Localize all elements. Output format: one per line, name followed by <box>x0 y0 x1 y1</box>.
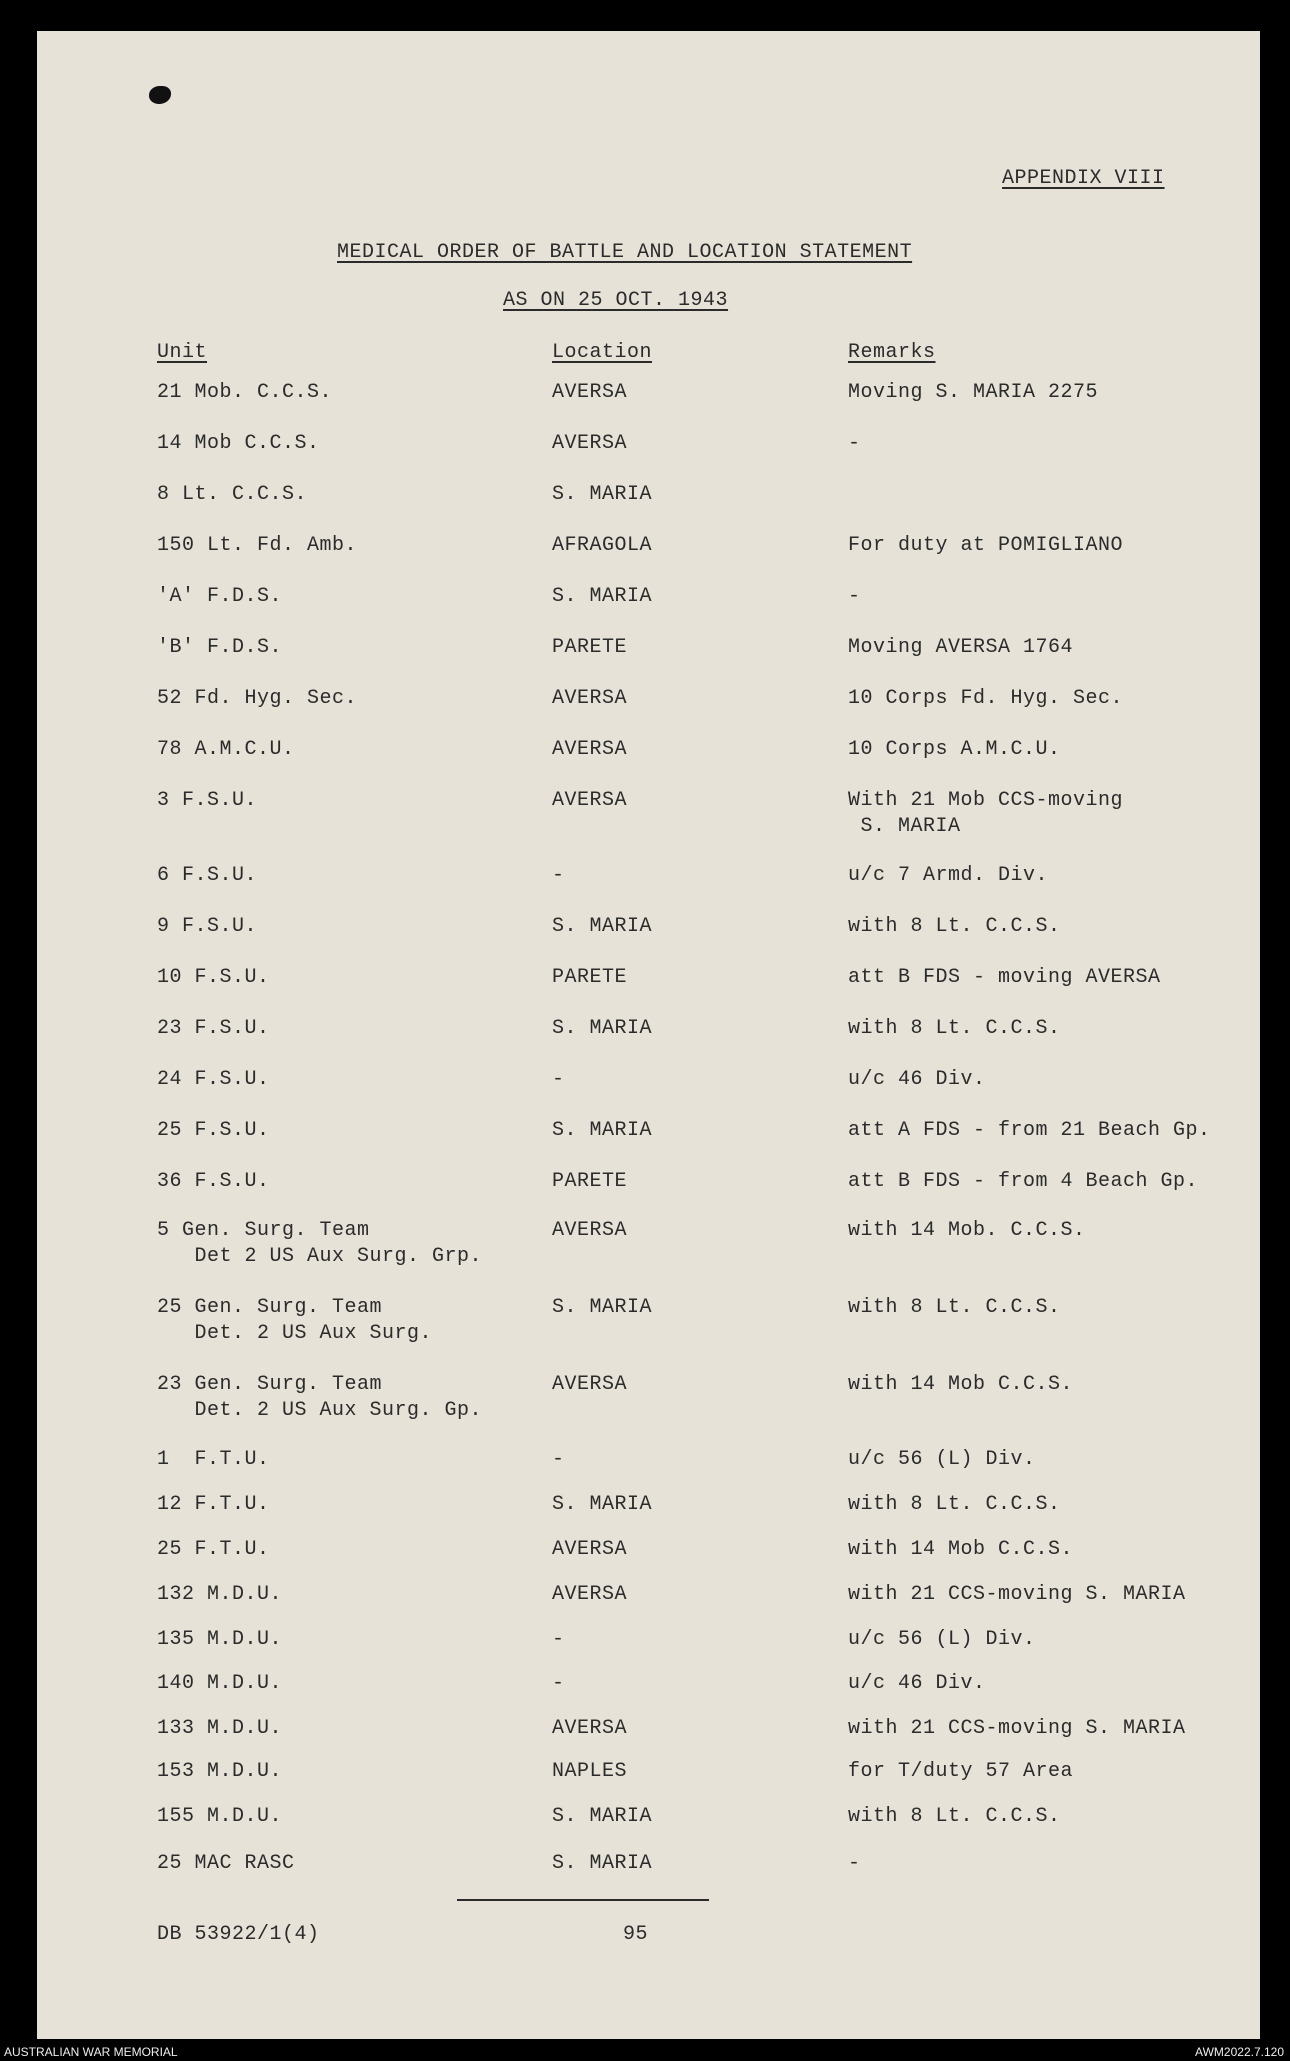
row-unit: 155 M.D.U. <box>157 1805 283 1828</box>
row-unit: 1 F.T.U. <box>157 1448 270 1471</box>
row-remarks: u/c 7 Armd. Div. <box>848 864 1049 887</box>
row-remarks: - <box>848 432 861 455</box>
page-number: 95 <box>623 1923 649 1946</box>
row-location: AVERSA <box>552 1717 628 1740</box>
row-unit: 9 F.S.U. <box>157 915 258 938</box>
row-location: AVERSA <box>552 1219 628 1242</box>
row-remarks: Moving AVERSA 1764 <box>848 636 1074 659</box>
row-remarks: with 8 Lt. C.C.S. <box>848 1017 1061 1040</box>
row-remarks: 10 Corps A.M.C.U. <box>848 738 1061 761</box>
row-unit: 23 F.S.U. <box>157 1017 270 1040</box>
row-location: S. MARIA <box>552 1296 653 1319</box>
row-remarks: with 14 Mob. C.C.S. <box>848 1219 1086 1242</box>
row-location: AVERSA <box>552 738 628 761</box>
row-unit: 153 M.D.U. <box>157 1760 283 1783</box>
row-unit: 25 Gen. Surg. Team Det. 2 US Aux Surg. <box>157 1296 433 1345</box>
row-location: PARETE <box>552 636 628 659</box>
row-unit: 24 F.S.U. <box>157 1068 270 1091</box>
row-unit: 8 Lt. C.C.S. <box>157 483 308 506</box>
row-remarks: with 8 Lt. C.C.S. <box>848 1805 1061 1828</box>
reference-number: DB 53922/1(4) <box>157 1923 320 1946</box>
row-unit: 12 F.T.U. <box>157 1493 270 1516</box>
row-remarks: - <box>848 585 861 608</box>
row-unit: 21 Mob. C.C.S. <box>157 381 333 404</box>
row-location: S. MARIA <box>552 1119 653 1142</box>
row-unit: 10 F.S.U. <box>157 966 270 989</box>
row-unit: 25 F.S.U. <box>157 1119 270 1142</box>
row-remarks: u/c 56 (L) Div. <box>848 1448 1036 1471</box>
row-remarks: with 14 Mob C.C.S. <box>848 1373 1074 1396</box>
row-remarks: u/c 56 (L) Div. <box>848 1628 1036 1651</box>
row-remarks: for T/duty 57 Area <box>848 1760 1074 1783</box>
row-location: AVERSA <box>552 1583 628 1606</box>
row-remarks: with 21 CCS-moving S. MARIA <box>848 1717 1186 1740</box>
row-remarks: with 21 CCS-moving S. MARIA <box>848 1583 1186 1606</box>
row-unit: 140 M.D.U. <box>157 1672 283 1695</box>
row-remarks: Moving S. MARIA 2275 <box>848 381 1099 404</box>
row-location: S. MARIA <box>552 1805 653 1828</box>
row-location: - <box>552 864 565 887</box>
row-location: S. MARIA <box>552 1017 653 1040</box>
archive-reference: AWM2022.7.120 <box>1195 2045 1284 2059</box>
row-location: AVERSA <box>552 432 628 455</box>
header-location: Location <box>552 341 653 364</box>
row-remarks: att B FDS - from 4 Beach Gp. <box>848 1170 1199 1193</box>
row-location: - <box>552 1448 565 1471</box>
row-location: S. MARIA <box>552 1493 653 1516</box>
row-unit: 25 F.T.U. <box>157 1538 270 1561</box>
footer-rule <box>457 1899 709 1901</box>
row-location: AVERSA <box>552 687 628 710</box>
row-location: S. MARIA <box>552 483 653 506</box>
row-unit: 150 Lt. Fd. Amb. <box>157 534 358 557</box>
row-remarks: att A FDS - from 21 Beach Gp. <box>848 1119 1211 1142</box>
row-unit: 'B' F.D.S. <box>157 636 283 659</box>
row-location: S. MARIA <box>552 585 653 608</box>
row-location: - <box>552 1628 565 1651</box>
row-unit: 6 F.S.U. <box>157 864 258 887</box>
appendix-label: APPENDIX VIII <box>1002 167 1165 190</box>
header-unit: Unit <box>157 341 208 364</box>
row-unit: 78 A.M.C.U. <box>157 738 295 761</box>
row-unit: 133 M.D.U. <box>157 1717 283 1740</box>
row-location: PARETE <box>552 966 628 989</box>
row-remarks: u/c 46 Div. <box>848 1068 986 1091</box>
row-remarks: 10 Corps Fd. Hyg. Sec. <box>848 687 1124 710</box>
row-unit: 25 MAC RASC <box>157 1852 295 1875</box>
row-unit: 3 F.S.U. <box>157 789 258 812</box>
row-unit: 135 M.D.U. <box>157 1628 283 1651</box>
row-unit: 132 M.D.U. <box>157 1583 283 1606</box>
row-location: S. MARIA <box>552 915 653 938</box>
row-remarks: For duty at POMIGLIANO <box>848 534 1124 557</box>
page-subtitle: AS ON 25 OCT. 1943 <box>503 289 729 312</box>
row-remarks: with 8 Lt. C.C.S. <box>848 1493 1061 1516</box>
row-location: - <box>552 1672 565 1695</box>
row-location: NAPLES <box>552 1760 628 1783</box>
row-location: AFRAGOLA <box>552 534 653 557</box>
archive-name: AUSTRALIAN WAR MEMORIAL <box>4 2045 178 2059</box>
row-remarks: With 21 Mob CCS-moving S. MARIA <box>848 789 1124 838</box>
page-title: MEDICAL ORDER OF BATTLE AND LOCATION STATEMENT <box>337 241 913 264</box>
row-unit: 52 Fd. Hyg. Sec. <box>157 687 358 710</box>
row-location: PARETE <box>552 1170 628 1193</box>
row-remarks: with 8 Lt. C.C.S. <box>848 915 1061 938</box>
row-remarks: att B FDS - moving AVERSA <box>848 966 1161 989</box>
row-location: AVERSA <box>552 789 628 812</box>
row-remarks: - <box>848 1852 861 1875</box>
row-location: AVERSA <box>552 381 628 404</box>
header-remarks: Remarks <box>848 341 936 364</box>
row-remarks: with 8 Lt. C.C.S. <box>848 1296 1061 1319</box>
row-remarks: with 14 Mob C.C.S. <box>848 1538 1074 1561</box>
row-location: AVERSA <box>552 1373 628 1396</box>
row-location: S. MARIA <box>552 1852 653 1875</box>
row-unit: 36 F.S.U. <box>157 1170 270 1193</box>
row-remarks: u/c 46 Div. <box>848 1672 986 1695</box>
row-unit: 14 Mob C.C.S. <box>157 432 320 455</box>
document-page <box>37 31 1260 2039</box>
archive-footer <box>0 2042 1290 2061</box>
ink-blot <box>149 86 171 104</box>
row-unit: 5 Gen. Surg. Team Det 2 US Aux Surg. Grp. <box>157 1219 483 1268</box>
row-location: - <box>552 1068 565 1091</box>
row-unit: 'A' F.D.S. <box>157 585 283 608</box>
row-unit: 23 Gen. Surg. Team Det. 2 US Aux Surg. Gp. <box>157 1373 483 1422</box>
row-location: AVERSA <box>552 1538 628 1561</box>
